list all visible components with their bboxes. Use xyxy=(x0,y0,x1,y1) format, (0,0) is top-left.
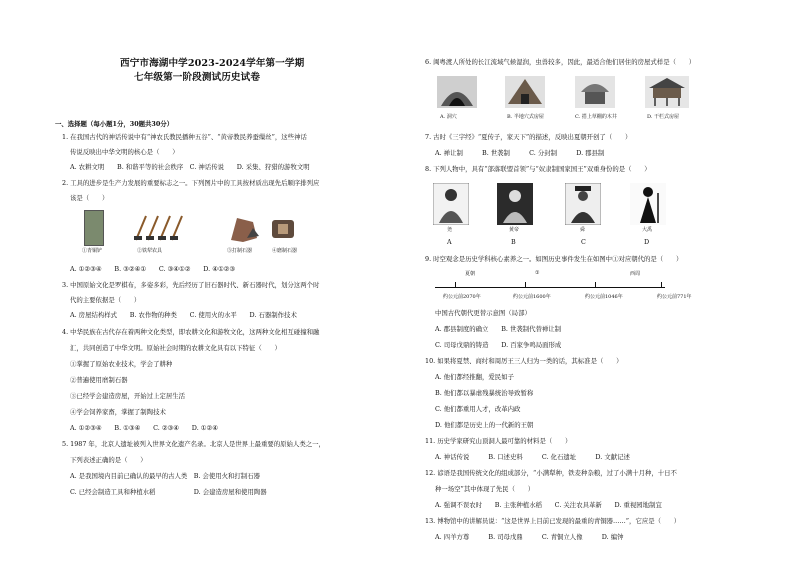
q6-caption-b: B. 半地穴式房屋 xyxy=(507,114,544,120)
q12-options: A. 强调不误农时 B. 主张种植水稻 C. 关注农具革新 D. 重视园地制宜 xyxy=(435,501,662,509)
q12-stem-2: 种一场空”其中体现了先民（ ） xyxy=(435,485,535,493)
stilt-house-image xyxy=(645,76,689,108)
timeline-label-1: ① xyxy=(535,270,540,276)
timeline-date-1: 约公元前2070年 xyxy=(443,294,481,300)
q4-item-2: ②普遍使用磨制石器 xyxy=(70,376,128,384)
semi-subterranean-house-image xyxy=(505,76,545,108)
timeline-date-2: 约公元前1600年 xyxy=(513,294,551,300)
q13-stem: 13. 博物馆中的讲解员说：“这是世界上目前已发现的最重的青铜器……”，它应是（ ） xyxy=(425,517,681,525)
q5-options-cd: C. 已经会制造工具和种植水稻 D. 会建造房屋和使用陶器 xyxy=(70,488,267,496)
q10-option-b: B. 他们都以暴虐残暴统治导致暂称 xyxy=(435,389,534,397)
shun-portrait-image xyxy=(565,183,601,225)
q1-stem-2: 传说反映出中华文明的核心是（ ） xyxy=(70,148,179,156)
q2-stem-2: 该是（ ） xyxy=(70,194,109,202)
q12-stem-1: 12. 谚语是我国传统文化的组成部分，“小满犁种，铁麦种杂粮，过了小满十月种，十日不 xyxy=(425,469,677,477)
q4-item-4: ④学会饲养家畜，掌握了制陶技术 xyxy=(70,408,166,416)
q8-name-c: 舜 xyxy=(580,227,586,233)
q4-stem-2: 汇，共同创造了中华文明。原始社会时期的农耕文化具有以下特征（ ） xyxy=(70,344,281,352)
q2-caption-3: ③打制石器 xyxy=(227,248,253,254)
q5-stem-2: 下列表述正确的是（ ） xyxy=(70,456,147,464)
q6-stem: 6. 闽粤渡人所处的长江流域气候湿润，虫兽较多，因此，最适合他们居住的房屋式样是（ ） xyxy=(425,58,696,66)
thatched-hut-image xyxy=(575,76,615,108)
q13-options: A. 四羊方尊 B. 司母戊鼎 C. 青铜立人像 D. 编钟 xyxy=(435,533,624,541)
timeline-date-4: 约公元前771年 xyxy=(657,294,692,300)
q11-stem: 11. 历史学家研究山顶洞人最可靠的材料是（ ） xyxy=(425,437,572,445)
q4-stem-1: 4. 中华民族在古代存在着两种文化类型，即农耕文化和游牧文化，这两种文化相互碰撞和融 xyxy=(62,328,320,336)
q8-letter-a: A xyxy=(447,238,452,246)
q2-caption-4: ④磨制石器 xyxy=(272,248,298,254)
q10-option-a: A. 他们都经推翻，爱民如子 xyxy=(435,373,514,381)
q1-options: A. 农耕文明 B. 和谐平等的社会秩序 C. 神话传说 D. 采集、狩猎的游牧文明 xyxy=(70,163,310,171)
q2-stem-1: 2. 工具的进步是生产力发展的重要标志之一。下列图片中的工具按材质出现先后顺序排列应 xyxy=(62,179,320,187)
q4-options: A. ①②③④ B. ①③④ C. ②③④ D. ①②④ xyxy=(70,424,218,432)
q3-options: A. 房屋结构样式 B. 农作物的种类 C. 使用火的水平 D. 石器制作技术 xyxy=(70,311,297,319)
q8-name-d: 大禹 xyxy=(642,227,653,233)
q11-options: A. 神话传说 B. 口述史料 C. 化石遗址 D. 文献记述 xyxy=(435,453,630,461)
q2-options: A. ①②③④ B. ③②④① C. ③④①② D. ④①②③ xyxy=(70,265,236,273)
q6-caption-c: C. 搭上草棚的木井 xyxy=(575,114,617,120)
cave-image xyxy=(437,76,477,108)
q1-stem-1: 1. 在我国古代的神话传说中有“神农氏教民播种五谷”、“黄帝教民养蚕缫丝”，这些神话 xyxy=(62,133,307,141)
timeline-label-xia: 夏朝 xyxy=(465,271,476,277)
q7-stem: 7. 古时《三字经》“夏传子，家天下”的描述，反映出夏朝开创了（ ） xyxy=(425,133,632,141)
q2-caption-1: ①青铜铲 xyxy=(82,248,103,254)
timeline-date-3: 约公元前1046年 xyxy=(585,294,623,300)
section-heading: 一、选择题（每小题1分，30题共30分） xyxy=(55,120,174,128)
q5-options-ab: A. 是我国境内目前已确认的最早的古人类 B. 会使用火和打制石器 xyxy=(70,472,260,480)
q10-option-d: D. 他们都是历史上的一代新的王朝 xyxy=(435,421,534,429)
timeline-tick xyxy=(455,282,456,287)
q8-letter-d: D xyxy=(644,238,650,246)
exam-title-line2: 七年级第一阶段测试历史试卷 xyxy=(134,72,261,83)
bronze-shovel-image xyxy=(84,210,104,246)
q9-options-cd: C. 司母戊鼎的铸造 D. 百家争鸣局面形成 xyxy=(435,341,562,349)
q10-stem: 10. 如果将夏禁、商纣和周厉王三人归为一类的话，其标准是（ ） xyxy=(425,357,623,365)
timeline-tick xyxy=(525,282,526,287)
q4-item-3: ③已经学会建造房屋，开始过上定居生活 xyxy=(70,392,186,400)
huangdi-portrait-image xyxy=(497,183,533,225)
chipped-stone-tool-image xyxy=(227,214,261,244)
timeline-axis xyxy=(435,287,665,288)
q2-caption-2: ②铁犁农具 xyxy=(137,248,163,254)
q3-stem-1: 3. 中国原始文化是罗棋布，多姿多彩，先后经历了旧石器时代、新石器时代，划分这两个时 xyxy=(62,281,320,289)
q10-option-c: C. 他们都重用人才，改革内政 xyxy=(435,405,521,413)
q8-name-b: 黄帝 xyxy=(509,227,520,233)
polished-stone-tool-image xyxy=(270,216,300,242)
q6-caption-a: A. 洞穴 xyxy=(440,114,457,120)
q3-stem-2: 代的主要依据是（ ） xyxy=(70,296,141,304)
q5-stem-1: 5. 1987 年，北京人遗址被列入世界文化遗产名录。北京人是世界上最重要的原始人类之一， xyxy=(62,440,325,448)
q9-options-ab: A. 郡县制度的确立 B. 世袭制代替禅让制 xyxy=(435,325,562,333)
dayu-portrait-image xyxy=(630,183,666,225)
q8-name-a: 尧 xyxy=(447,227,453,233)
timeline-caption: 中国古代朝代更替示意图（局部） xyxy=(435,309,531,317)
q6-caption-d: D. 干栏式房屋 xyxy=(647,114,680,120)
iron-farm-tools-image xyxy=(132,212,192,242)
timeline-label-xizhou: 西周 xyxy=(630,271,641,277)
timeline-tick xyxy=(661,282,662,287)
q9-stem: 9. 时空观念是历史学科核心素养之一。如图历史事件发生在如图中①对应朝代的是（ ） xyxy=(425,255,683,263)
timeline-tick xyxy=(595,282,596,287)
q7-options: A. 禅让制 B. 世袭制 C. 分封制 D. 郡县制 xyxy=(435,149,605,157)
yao-portrait-image xyxy=(433,183,469,225)
q8-letter-c: C xyxy=(581,238,586,246)
q4-item-1: ①掌握了原始农业技术，学会了耕种 xyxy=(70,360,173,368)
q8-stem: 8. 下列人物中，具有“部落联盟首领”与“奴隶制国家国王”双重身份的是（ ） xyxy=(425,165,651,173)
exam-title-line1: 西宁市海湖中学2023-2024学年第一学期 xyxy=(120,58,305,69)
q8-letter-b: B xyxy=(511,238,516,246)
